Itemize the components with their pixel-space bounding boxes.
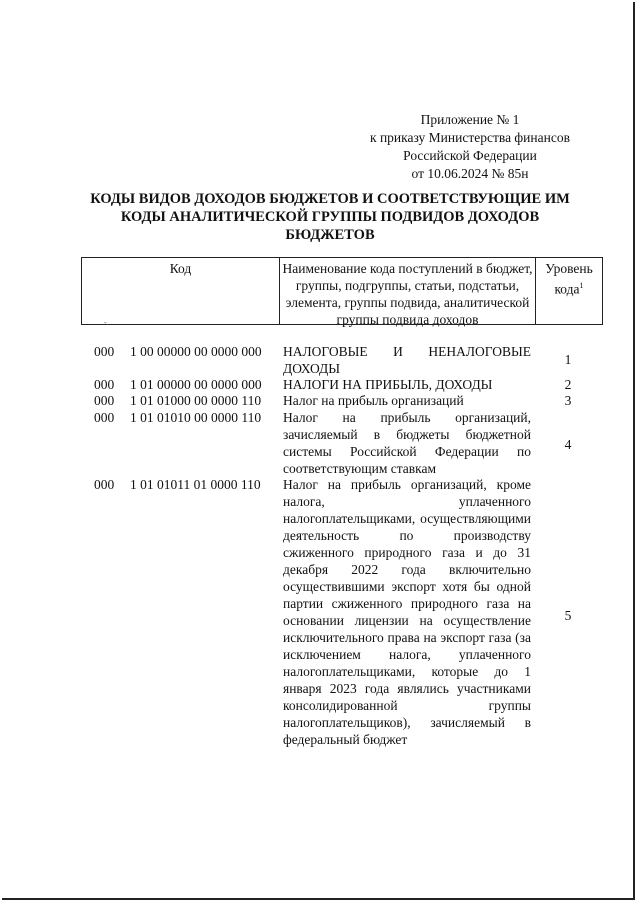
column-header-name: Наименование кода поступлений в бюджет, группы, подгруппы, статьи, подстатьи, элемента, группы подвида, аналитической группы подвида доходов <box>279 258 536 324</box>
table-header <box>81 257 603 325</box>
income-code: 1 01 00000 00 0000 000 <box>130 377 262 392</box>
column-header-code: Код -. <box>82 258 279 324</box>
admin-code: 000 <box>94 377 115 392</box>
appendix-date: от 10.06.2024 № 85н <box>411 166 529 181</box>
admin-code: 000 <box>94 344 115 359</box>
document-title <box>80 190 580 244</box>
income-name: Налог на прибыль организаций, кроме налога, уплаченного налогоплательщиками, осуществляющими деятельность по производству сжиженного природного газа и до 31 декабря 2022 года включительно осуществившими экспорт хотя бы одной партии сжиженного природного газа на основании лицензии на осуществление исключительного права на экспорт газа (за исключением налога, уплаченного налогоплательщиками, которые до 1 января 2023 года являлись участниками консолидированной группы налогоплательщиков), зачисляемый в федеральный бюджет <box>283 477 531 747</box>
admin-code: 000 <box>94 393 115 408</box>
title-line-3: БЮДЖЕТОВ <box>285 227 375 243</box>
title-line-1: КОДЫ ВИДОВ ДОХОДОВ БЮДЖЕТОВ И СООТВЕТСТВУЮЩИЕ ИМ <box>90 191 570 207</box>
income-name: Налог на прибыль организаций, зачисляемый в бюджеты бюджетной системы Российской Федерации по соответствующим ставкам <box>283 410 531 476</box>
code-level: 1 <box>564 352 572 367</box>
income-code: 1 01 01011 01 0000 110 <box>130 477 261 492</box>
scan-mark: -. <box>104 318 109 327</box>
income-code: 1 00 00000 00 0000 000 <box>130 344 262 359</box>
code-level: 4 <box>564 437 572 452</box>
title-line-2: КОДЫ АНАЛИТИЧЕСКОЙ ГРУППЫ ПОДВИДОВ ДОХОДОВ <box>120 209 540 225</box>
admin-code: 000 <box>94 410 115 425</box>
appendix-number: Приложение № 1 <box>420 112 520 127</box>
code-level: 2 <box>564 377 572 392</box>
code-level: 5 <box>564 608 572 623</box>
footnote-marker: 1 <box>579 281 584 290</box>
income-name: НАЛОГИ НА ПРИБЫЛЬ, ДОХОДЫ <box>283 377 493 392</box>
income-name: НАЛОГОВЫЕ И НЕНАЛОГОВЫЕ ДОХОДЫ <box>283 344 531 376</box>
column-header-level: Уровень кода$^1$ <box>545 261 593 297</box>
appendix-order-ref: к приказу Министерства финансов <box>370 130 570 145</box>
appendix-block <box>360 111 580 183</box>
code-level: 3 <box>564 393 572 408</box>
admin-code: 000 <box>94 477 115 492</box>
income-name: Налог на прибыль организаций <box>283 393 464 408</box>
income-code: 1 01 01000 00 0000 110 <box>130 393 262 408</box>
appendix-federation: Российской Федерации <box>403 148 537 163</box>
income-code: 1 01 01010 00 0000 110 <box>130 410 262 425</box>
